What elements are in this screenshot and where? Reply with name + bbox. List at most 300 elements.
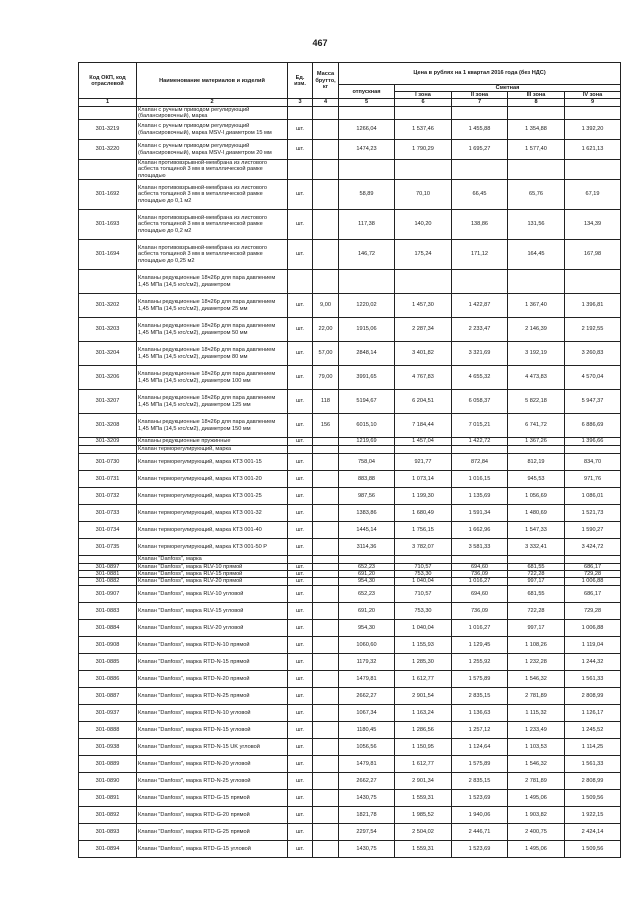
row-price-zone-1: 1 612,77 [395, 755, 452, 772]
row-price-zone-2: 1 523,69 [452, 789, 508, 806]
row-price-zone-1: 3 401,82 [395, 342, 452, 366]
row-price-zone-1: 1 790,29 [395, 140, 452, 160]
row-unit: шт. [288, 806, 313, 823]
row-price-zone-3: 945,53 [508, 471, 565, 488]
row-price-release: 1479,81 [339, 670, 395, 687]
row-price-zone-4: 1 621,13 [565, 140, 621, 160]
header-price-group: Цена в рублях на 1 квартал 2016 года (без НДС) [339, 63, 621, 85]
table-row [79, 488, 621, 505]
row-unit: шт. [288, 721, 313, 738]
row-price-zone-3: 1 480,69 [508, 505, 565, 522]
row-code: 301-0886 [79, 670, 137, 687]
row-price-release: 146,72 [339, 240, 395, 270]
row-mass [313, 755, 339, 772]
row-unit: шт. [288, 366, 313, 390]
row-price-zone-3: 1 546,32 [508, 670, 565, 687]
row-price-zone-2: 694,60 [452, 585, 508, 602]
row-price-zone-1: 1 040,04 [395, 619, 452, 636]
row-price-zone-3: 131,56 [508, 210, 565, 240]
table-row [79, 636, 621, 653]
table-row [79, 140, 621, 160]
table-row [79, 318, 621, 342]
table-row [79, 366, 621, 390]
row-code: 301-0734 [79, 522, 137, 539]
row-unit: шт. [288, 180, 313, 210]
table-row [79, 390, 621, 414]
row-price-zone-1: 921,77 [395, 454, 452, 471]
row-price-zone-1: 1 150,95 [395, 738, 452, 755]
row-name: Клапан терморегулирующий, марка КТЗ 001-25 [137, 488, 288, 505]
row-price-zone-4: 1 521,73 [565, 505, 621, 522]
row-price-release: 2848,14 [339, 342, 395, 366]
row-price-zone-1: 175,24 [395, 240, 452, 270]
row-unit: шт. [288, 670, 313, 687]
row-mass [313, 619, 339, 636]
row-name: Клапан терморегулирующий, марка КТЗ 001-15 [137, 454, 288, 471]
row-price-zone-3: 2 400,75 [508, 823, 565, 840]
row-price-zone-4: 1 006,88 [565, 578, 621, 585]
row-code: 301-0730 [79, 454, 137, 471]
row-price-zone-1: 70,10 [395, 180, 452, 210]
row-code: 301-0938 [79, 738, 137, 755]
row-price-zone-2: 1 422,72 [452, 438, 508, 446]
header-estimate: Сметная [395, 85, 621, 92]
row-price-zone-2: 3 321,69 [452, 342, 508, 366]
row-price-zone-3: 1 546,32 [508, 755, 565, 772]
table-row [79, 505, 621, 522]
row-mass [313, 210, 339, 240]
row-price-zone-4: 1 245,52 [565, 721, 621, 738]
table-row [79, 704, 621, 721]
row-price-zone-4: 1 561,33 [565, 755, 621, 772]
row-price-zone-1: 3 782,07 [395, 539, 452, 556]
row-price-release: 1430,75 [339, 789, 395, 806]
row-price-zone-2: 1 016,27 [452, 619, 508, 636]
row-mass [313, 840, 339, 857]
row-price-zone-3: 722,28 [508, 571, 565, 578]
row-price-zone-3: 1 232,28 [508, 653, 565, 670]
row-price-zone-2: 736,09 [452, 602, 508, 619]
row-mass: 79,00 [313, 366, 339, 390]
row-code [79, 556, 137, 564]
row-unit: шт. [288, 120, 313, 140]
header-zone-2: II зона [452, 92, 508, 99]
row-unit: шт. [288, 414, 313, 438]
row-name: Клапан "Danfoss", марка RLV-10 угловой [137, 585, 288, 602]
row-mass [313, 721, 339, 738]
row-name: Клапаны редукционные пружинные [137, 438, 288, 446]
row-name: Клапан "Danfoss", марка RLV-20 угловой [137, 619, 288, 636]
column-number: 8 [508, 99, 565, 106]
row-mass: 57,00 [313, 342, 339, 366]
row-price-zone-1: 1 163,24 [395, 704, 452, 721]
row-price-zone-3 [508, 446, 565, 454]
row-price-zone-1: 753,30 [395, 602, 452, 619]
column-number: 1 [79, 99, 137, 106]
row-price-zone-2: 694,60 [452, 564, 508, 571]
row-price-zone-1: 140,20 [395, 210, 452, 240]
row-code: 301-0897 [79, 564, 137, 571]
row-name: Клапан "Danfoss", марка RTD-N-10 прямой [137, 636, 288, 653]
row-price-zone-2: 3 581,33 [452, 539, 508, 556]
row-unit: шт. [288, 772, 313, 789]
row-name: Клапан "Danfoss", марка RLV-15 прямой [137, 571, 288, 578]
row-price-zone-2: 1 575,89 [452, 755, 508, 772]
row-price-zone-2: 1 255,92 [452, 653, 508, 670]
row-unit: шт. [288, 294, 313, 318]
row-price-zone-3: 2 781,89 [508, 687, 565, 704]
row-price-release: 5194,67 [339, 390, 395, 414]
row-price-zone-1: 2 901,54 [395, 687, 452, 704]
row-price-zone-2: 1 455,88 [452, 120, 508, 140]
row-price-zone-4 [565, 106, 621, 119]
row-price-zone-3: 681,55 [508, 585, 565, 602]
row-price-zone-1: 1 680,49 [395, 505, 452, 522]
row-price-zone-2: 1 129,45 [452, 636, 508, 653]
row-price-zone-2: 2 233,47 [452, 318, 508, 342]
row-mass [313, 471, 339, 488]
row-price-zone-2: 1 422,87 [452, 294, 508, 318]
row-price-zone-4: 1 922,15 [565, 806, 621, 823]
row-unit: шт. [288, 539, 313, 556]
table-row [79, 120, 621, 140]
row-code: 301-0731 [79, 471, 137, 488]
row-price-zone-2: 1 124,64 [452, 738, 508, 755]
row-price-zone-3: 1 367,26 [508, 438, 565, 446]
table-row [79, 294, 621, 318]
table-row [79, 454, 621, 471]
row-unit [288, 446, 313, 454]
row-price-release: 1821,78 [339, 806, 395, 823]
row-code: 301-1693 [79, 210, 137, 240]
row-price-zone-4: 134,39 [565, 210, 621, 240]
row-name: Клапан "Danfoss", марка RTD-N-25 угловой [137, 772, 288, 789]
row-price-zone-1: 6 204,51 [395, 390, 452, 414]
row-price-zone-1 [395, 270, 452, 294]
row-price-zone-4: 1 244,32 [565, 653, 621, 670]
row-code: 301-3206 [79, 366, 137, 390]
row-price-zone-2 [452, 106, 508, 119]
header-zone-1: I зона [395, 92, 452, 99]
column-number: 2 [137, 99, 288, 106]
row-mass [313, 438, 339, 446]
row-unit: шт. [288, 571, 313, 578]
column-numbers-row [79, 99, 621, 106]
row-price-zone-2: 7 015,21 [452, 414, 508, 438]
row-name: Клапаны редукционные 18ч26р для пара давлением 1,45 МПа (14,5 кгс/см2), диаметром 125 мм [137, 390, 288, 414]
table-row [79, 653, 621, 670]
row-price-zone-2: 2 835,15 [452, 687, 508, 704]
row-unit: шт. [288, 789, 313, 806]
row-price-zone-4: 2 808,99 [565, 772, 621, 789]
row-mass [313, 180, 339, 210]
row-price-zone-2: 171,12 [452, 240, 508, 270]
row-price-zone-3 [508, 106, 565, 119]
row-mass [313, 505, 339, 522]
row-price-zone-1: 4 767,83 [395, 366, 452, 390]
table-row [79, 210, 621, 240]
table-row [79, 414, 621, 438]
row-price-zone-1: 1 559,31 [395, 789, 452, 806]
row-price-zone-3: 1 495,06 [508, 789, 565, 806]
row-mass [313, 772, 339, 789]
row-unit: шт. [288, 687, 313, 704]
row-price-zone-4: 1 126,17 [565, 704, 621, 721]
table-row [79, 772, 621, 789]
row-price-zone-2: 1 591,34 [452, 505, 508, 522]
row-price-zone-1: 1 457,04 [395, 438, 452, 446]
row-mass: 156 [313, 414, 339, 438]
row-mass [313, 564, 339, 571]
row-price-zone-2: 1 257,12 [452, 721, 508, 738]
row-price-release: 652,23 [339, 564, 395, 571]
row-price-release [339, 556, 395, 564]
row-price-zone-1: 1 286,56 [395, 721, 452, 738]
row-code: 301-0937 [79, 704, 137, 721]
row-mass [313, 653, 339, 670]
table-row [79, 687, 621, 704]
row-price-release: 1179,32 [339, 653, 395, 670]
row-price-release: 1067,34 [339, 704, 395, 721]
row-price-zone-4: 3 424,72 [565, 539, 621, 556]
table-row [79, 670, 621, 687]
row-price-release: 691,20 [339, 571, 395, 578]
row-price-release: 3114,36 [339, 539, 395, 556]
row-price-zone-2: 1 695,27 [452, 140, 508, 160]
row-price-zone-4: 686,17 [565, 564, 621, 571]
row-unit [288, 270, 313, 294]
row-price-zone-2: 4 655,32 [452, 366, 508, 390]
row-price-release: 1430,75 [339, 840, 395, 857]
row-price-zone-3: 1 108,26 [508, 636, 565, 653]
row-unit: шт. [288, 823, 313, 840]
row-unit: шт. [288, 602, 313, 619]
row-name: Клапан с ручным приводом регулирующий (балансировочный), марка MSV-I диаметром 15 мм [137, 120, 288, 140]
row-mass [313, 687, 339, 704]
header-mass: Масса брутто, кг [313, 63, 339, 99]
row-code: 301-0892 [79, 806, 137, 823]
row-code: 301-3219 [79, 120, 137, 140]
row-code: 301-3220 [79, 140, 137, 160]
table-row [79, 180, 621, 210]
header-zone-3: III зона [508, 92, 565, 99]
row-price-release: 117,38 [339, 210, 395, 240]
row-mass [313, 270, 339, 294]
row-name: Клапаны редукционные 18ч26р для пара давлением 1,45 МПа (14,5 кгс/см2), диаметром [137, 270, 288, 294]
row-price-release: 758,04 [339, 454, 395, 471]
row-price-zone-1: 1 199,30 [395, 488, 452, 505]
row-mass [313, 806, 339, 823]
table-row [79, 755, 621, 772]
row-price-zone-3: 1 103,53 [508, 738, 565, 755]
row-code: 301-0890 [79, 772, 137, 789]
row-price-zone-3: 3 332,41 [508, 539, 565, 556]
row-price-zone-3 [508, 270, 565, 294]
row-name: Клапаны редукционные 18ч26р для пара давлением 1,45 МПа (14,5 кгс/см2), диаметром 100 мм [137, 366, 288, 390]
row-code: 301-0881 [79, 571, 137, 578]
row-code: 301-0882 [79, 578, 137, 585]
row-price-zone-2: 1 136,63 [452, 704, 508, 721]
row-price-zone-4: 1 509,56 [565, 789, 621, 806]
row-unit: шт. [288, 522, 313, 539]
row-mass [313, 578, 339, 585]
row-name: Клапан "Danfoss", марка RTD-N-15 прямой [137, 653, 288, 670]
row-price-zone-1: 753,30 [395, 571, 452, 578]
row-mass [313, 522, 339, 539]
row-unit: шт. [288, 471, 313, 488]
row-price-zone-3 [508, 556, 565, 564]
row-price-release [339, 106, 395, 119]
row-code: 301-0733 [79, 505, 137, 522]
row-price-zone-4 [565, 160, 621, 180]
row-price-zone-2: 1 523,69 [452, 840, 508, 857]
row-name: Клапан "Danfoss", марка RTD-N-15 угловой [137, 721, 288, 738]
row-price-release: 954,30 [339, 578, 395, 585]
row-price-zone-2: 1 662,96 [452, 522, 508, 539]
row-price-zone-2 [452, 270, 508, 294]
row-mass [313, 704, 339, 721]
row-price-zone-1: 2 504,02 [395, 823, 452, 840]
row-price-zone-4: 834,70 [565, 454, 621, 471]
row-price-zone-2: 138,86 [452, 210, 508, 240]
row-mass [313, 539, 339, 556]
row-code: 301-3209 [79, 438, 137, 446]
row-price-release: 883,88 [339, 471, 395, 488]
row-price-zone-3 [508, 160, 565, 180]
table-row [79, 446, 621, 454]
row-code: 301-0883 [79, 602, 137, 619]
row-unit: шт. [288, 240, 313, 270]
table-row [79, 571, 621, 578]
row-unit: шт. [288, 140, 313, 160]
row-code [79, 446, 137, 454]
row-price-zone-4 [565, 556, 621, 564]
row-price-release: 6015,10 [339, 414, 395, 438]
row-name: Клапан противовзрывной-мембрана из листового асбеста толщиной 3 мм в металлической рамке площадью до 0,2 м2 [137, 210, 288, 240]
row-price-release [339, 446, 395, 454]
row-price-zone-2 [452, 160, 508, 180]
row-price-release: 1060,60 [339, 636, 395, 653]
row-code [79, 270, 137, 294]
row-name: Клапан "Danfoss", марка RTD-G-15 прямой [137, 789, 288, 806]
column-number: 9 [565, 99, 621, 106]
row-price-zone-3: 1 354,88 [508, 120, 565, 140]
row-unit [288, 160, 313, 180]
row-price-zone-4: 1 119,04 [565, 636, 621, 653]
table-row [79, 738, 621, 755]
row-mass [313, 488, 339, 505]
table-row [79, 160, 621, 180]
row-price-release: 691,20 [339, 602, 395, 619]
row-name: Клапаны редукционные 18ч26р для пара давлением 1,45 МПа (14,5 кгс/см2), диаметром 25 мм [137, 294, 288, 318]
row-price-zone-4: 729,28 [565, 602, 621, 619]
row-price-release: 1445,14 [339, 522, 395, 539]
row-price-zone-3: 722,28 [508, 602, 565, 619]
row-price-zone-3: 997,17 [508, 619, 565, 636]
row-price-zone-3: 1 056,69 [508, 488, 565, 505]
row-price-zone-2: 66,45 [452, 180, 508, 210]
row-unit: шт. [288, 488, 313, 505]
row-code: 301-3202 [79, 294, 137, 318]
row-price-release: 1180,45 [339, 721, 395, 738]
row-price-zone-1: 1 537,46 [395, 120, 452, 140]
row-price-zone-4: 2 808,99 [565, 687, 621, 704]
row-price-zone-2: 736,09 [452, 571, 508, 578]
row-name: Клапан терморегулирующий, марка [137, 446, 288, 454]
row-price-zone-4 [565, 270, 621, 294]
row-name: Клапан с ручным приводом регулирующий (балансировочный), марка MSV-I диаметром 20 мм [137, 140, 288, 160]
row-price-zone-3: 1 367,40 [508, 294, 565, 318]
row-price-zone-3: 1 547,33 [508, 522, 565, 539]
row-name: Клапан терморегулирующий, марка КТЗ 001-40 [137, 522, 288, 539]
table-row [79, 619, 621, 636]
row-code: 301-0891 [79, 789, 137, 806]
row-code: 301-0732 [79, 488, 137, 505]
row-price-zone-2: 1 016,15 [452, 471, 508, 488]
row-price-zone-3: 1 115,32 [508, 704, 565, 721]
row-price-zone-3: 1 577,40 [508, 140, 565, 160]
header-unit: Ед. изм. [288, 63, 313, 99]
row-mass [313, 556, 339, 564]
row-price-zone-3: 681,55 [508, 564, 565, 571]
row-mass [313, 106, 339, 119]
row-price-release: 1056,56 [339, 738, 395, 755]
table-row [79, 789, 621, 806]
row-price-zone-1: 2 901,34 [395, 772, 452, 789]
row-price-zone-1: 1 457,30 [395, 294, 452, 318]
row-price-zone-2 [452, 446, 508, 454]
row-mass [313, 120, 339, 140]
row-price-zone-4: 1 509,56 [565, 840, 621, 857]
row-price-zone-3: 6 741,72 [508, 414, 565, 438]
row-price-zone-1 [395, 556, 452, 564]
row-code [79, 160, 137, 180]
row-price-zone-1: 1 985,52 [395, 806, 452, 823]
row-price-zone-4: 67,19 [565, 180, 621, 210]
row-name: Клапан "Danfoss", марка RTD-G-25 прямой [137, 823, 288, 840]
row-price-zone-2: 6 058,37 [452, 390, 508, 414]
row-price-zone-2: 2 835,15 [452, 772, 508, 789]
row-mass [313, 585, 339, 602]
row-mass [313, 602, 339, 619]
row-price-zone-1: 710,57 [395, 585, 452, 602]
row-price-zone-4: 1 114,25 [565, 738, 621, 755]
row-unit: шт. [288, 342, 313, 366]
row-name: Клапан терморегулирующий, марка КТЗ 001-50 Р [137, 539, 288, 556]
row-price-zone-3: 3 192,19 [508, 342, 565, 366]
row-price-zone-1: 1 559,31 [395, 840, 452, 857]
row-unit: шт. [288, 564, 313, 571]
row-mass [313, 140, 339, 160]
column-number: 5 [339, 99, 395, 106]
row-price-zone-1: 1 040,04 [395, 578, 452, 585]
row-price-zone-3: 5 822,18 [508, 390, 565, 414]
row-price-zone-2: 872,84 [452, 454, 508, 471]
row-code: 301-0907 [79, 585, 137, 602]
row-price-release: 1383,86 [339, 505, 395, 522]
row-mass [313, 446, 339, 454]
table-row [79, 578, 621, 585]
row-name: Клапан "Danfoss", марка RLV-10 прямой [137, 564, 288, 571]
row-code: 301-0889 [79, 755, 137, 772]
row-name: Клапан "Danfoss", марка RTD-G-20 прямой [137, 806, 288, 823]
table-row [79, 539, 621, 556]
row-mass: 118 [313, 390, 339, 414]
row-mass [313, 454, 339, 471]
row-price-zone-4: 1 396,66 [565, 438, 621, 446]
row-code: 301-0884 [79, 619, 137, 636]
row-price-release [339, 270, 395, 294]
